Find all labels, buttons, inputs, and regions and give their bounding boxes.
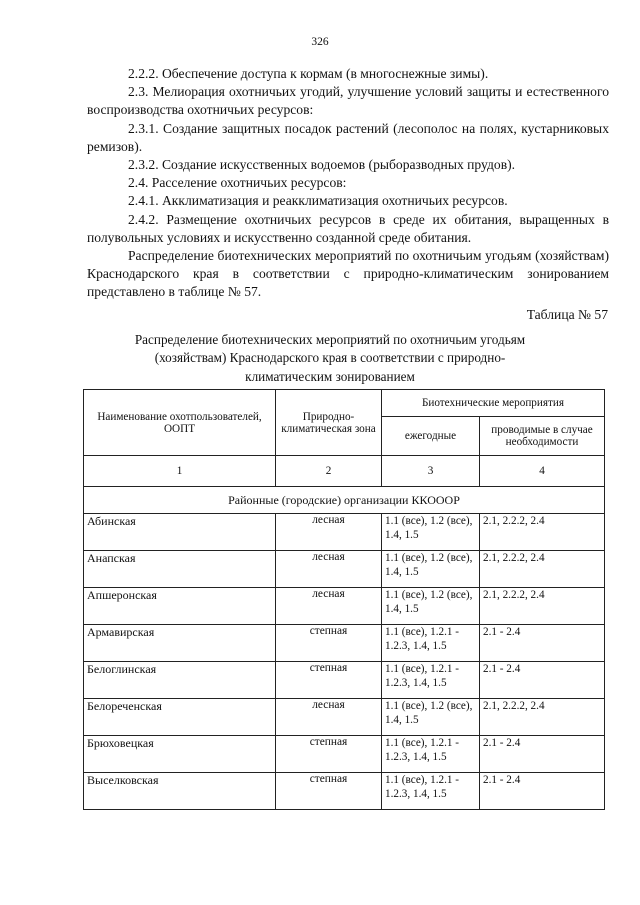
- org-name: Белореченская: [84, 699, 276, 736]
- org-name: Белоглинская: [84, 662, 276, 699]
- annual-measures: 1.1 (все), 1.2 (все), 1.4, 1.5: [382, 514, 480, 551]
- paragraph: 2.4.2. Размещение охотничьих ресурсов в среде их обитания, выращенных в полувольных условиях и искусственно созданной среде обитания.: [87, 211, 609, 245]
- annual-measures: 1.1 (все), 1.2.1 - 1.2.3, 1.4, 1.5: [382, 773, 480, 810]
- as-needed-measures: 2.1 - 2.4: [480, 662, 605, 699]
- as-needed-measures: 2.1, 2.2.2, 2.4: [480, 551, 605, 588]
- org-name: Армавирская: [84, 625, 276, 662]
- table-row: [84, 514, 605, 551]
- table-row: [84, 588, 605, 625]
- zone: лесная: [276, 514, 382, 551]
- header-annual: ежегодные: [382, 417, 480, 456]
- zone: степная: [276, 625, 382, 662]
- table-row: [84, 625, 605, 662]
- zone: степная: [276, 662, 382, 699]
- table-row: [84, 699, 605, 736]
- as-needed-measures: 2.1, 2.2.2, 2.4: [480, 588, 605, 625]
- as-needed-measures: 2.1 - 2.4: [480, 625, 605, 662]
- annual-measures: 1.1 (все), 1.2.1 - 1.2.3, 1.4, 1.5: [382, 662, 480, 699]
- column-numbers-row: [84, 456, 605, 487]
- org-name: Абинская: [84, 514, 276, 551]
- column-number: 3: [382, 456, 480, 487]
- header-as-needed: проводимые в случае необходимости: [480, 417, 605, 456]
- table-row: [84, 551, 605, 588]
- annual-measures: 1.1 (все), 1.2.1 - 1.2.3, 1.4, 1.5: [382, 736, 480, 773]
- as-needed-measures: 2.1, 2.2.2, 2.4: [480, 514, 605, 551]
- table-row: [84, 662, 605, 699]
- zone: лесная: [276, 588, 382, 625]
- table-label: Таблица № 57: [526, 307, 608, 322]
- section-title: Районные (городские) организации ККОООР: [84, 487, 605, 514]
- org-name: Брюховецкая: [84, 736, 276, 773]
- zone: лесная: [276, 699, 382, 736]
- zone: степная: [276, 736, 382, 773]
- header-measures: Биотехнические мероприятия: [382, 390, 605, 417]
- paragraph: 2.3.2. Создание искусственных водоемов (рыборазводных прудов).: [128, 157, 516, 173]
- annual-measures: 1.1 (все), 1.2 (все), 1.4, 1.5: [382, 588, 480, 625]
- column-number: 1: [84, 456, 276, 487]
- table-row: [84, 736, 605, 773]
- paragraph: 2.2.2. Обеспечение доступа к кормам (в многоснежные зимы).: [128, 66, 489, 81]
- as-needed-measures: 2.1 - 2.4: [480, 736, 605, 773]
- table-row: [84, 773, 605, 810]
- org-name: Апшеронская: [84, 588, 276, 625]
- annual-measures: 1.1 (все), 1.2 (все), 1.4, 1.5: [382, 551, 480, 588]
- header-zone: Природно-климатическая зона: [276, 390, 382, 456]
- as-needed-measures: 2.1, 2.2.2, 2.4: [480, 699, 605, 736]
- paragraph: 2.4.1. Акклиматизация и реакклиматизация охотничьих ресурсов.: [128, 193, 508, 209]
- page-number: 326: [311, 36, 329, 48]
- table-header-row: [84, 390, 605, 417]
- table-title: Распределение биотехнических мероприятий по охотничьим угодьям (хозяйствам) Краснодарского края в соответствии с природно-климатическим зонированием: [134, 332, 526, 384]
- paragraph: 2.4. Расселение охотничьих ресурсов:: [128, 175, 347, 191]
- header-name: Наименование охотпользователей, ООПТ: [84, 390, 276, 456]
- org-name: Анапская: [84, 551, 276, 588]
- column-number: 2: [276, 456, 382, 487]
- annual-measures: 1.1 (все), 1.2 (все), 1.4, 1.5: [382, 699, 480, 736]
- body-text: [87, 65, 609, 302]
- annual-measures: 1.1 (все), 1.2.1 - 1.2.3, 1.4, 1.5: [382, 625, 480, 662]
- section-row: [84, 487, 605, 514]
- paragraph: Распределение биотехнических мероприятий по охотничьим угодьям (хозяйствам) Краснодарского края в соответствии с природно-климатическим зонированием представлено в таблице № 57.: [87, 248, 609, 300]
- paragraph: 2.3. Мелиорация охотничьих угодий, улучшение условий защиты и естественного воспроизводства охотничьих ресурсов:: [87, 84, 609, 118]
- org-name: Выселковская: [84, 773, 276, 810]
- column-number: 4: [480, 456, 605, 487]
- zone: степная: [276, 773, 382, 810]
- measures-table: [83, 389, 605, 810]
- as-needed-measures: 2.1 - 2.4: [480, 773, 605, 810]
- paragraph: 2.3.1. Создание защитных посадок растений (лесополос на полях, кустарниковых ремизов).: [87, 120, 609, 154]
- zone: лесная: [276, 551, 382, 588]
